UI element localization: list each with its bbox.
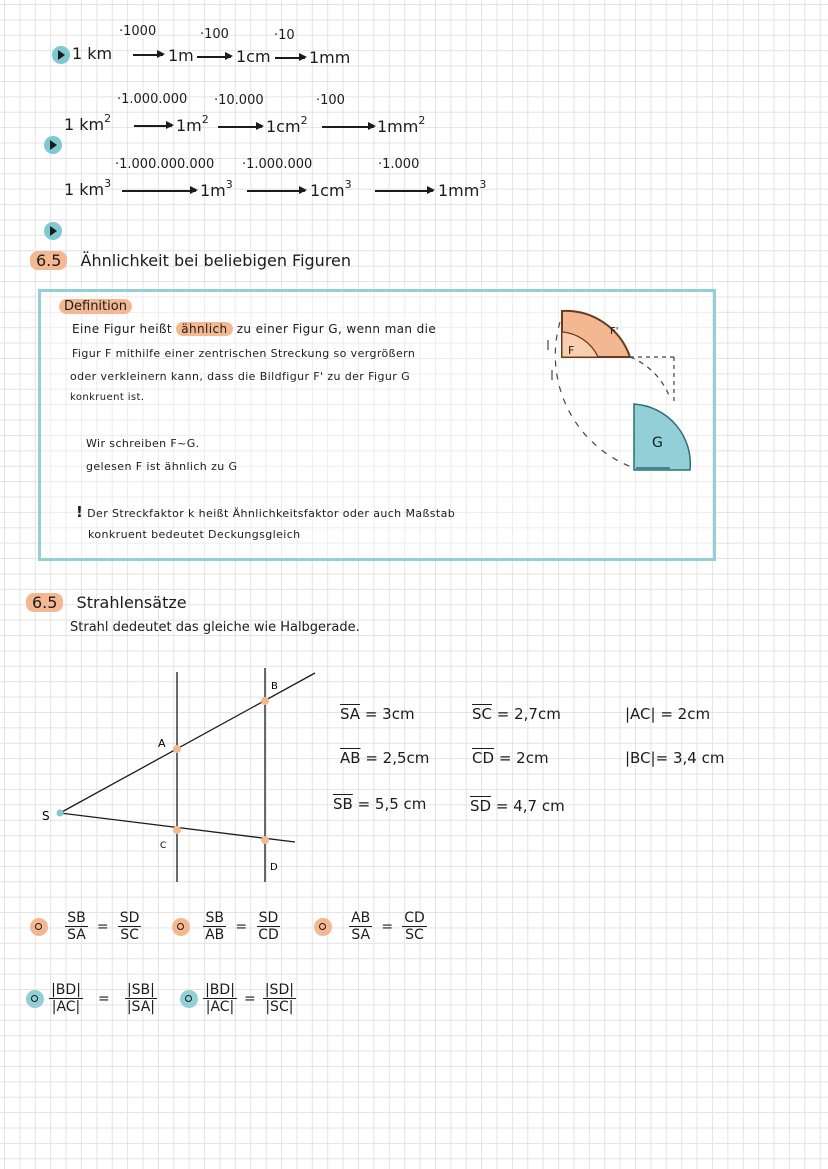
highlight-term: ähnlich xyxy=(176,322,232,336)
unit-label: $1mm^2$ xyxy=(377,114,426,136)
similarity-figure xyxy=(540,300,700,480)
unit-label: $1m^3$ xyxy=(200,178,233,200)
projection-line xyxy=(630,357,670,398)
arrow-right-icon xyxy=(122,190,196,192)
arrow-bullet-icon xyxy=(52,46,70,64)
measurement: $\overline{SB} = 5,5$ cm xyxy=(333,795,427,813)
ratio-formula: $\frac{|BD|}{|AC|}$ = $\frac{|SD|}{|SC|}$ xyxy=(180,982,296,1015)
arrow-right-icon xyxy=(322,126,374,128)
bullet-icon xyxy=(26,990,44,1008)
factor-label: ·100 xyxy=(316,93,345,108)
measurement: $\overline{SD} = 4,7$ cm xyxy=(470,797,565,815)
measurement: $\overline{CD} = 2cm$ xyxy=(472,749,549,767)
section-title: Strahlensätze xyxy=(76,593,187,612)
section-heading-intercept xyxy=(26,593,187,612)
notation-line: Wir schreiben F~G. xyxy=(86,437,200,450)
arrow-right-icon xyxy=(275,57,305,59)
arrow-right-icon xyxy=(133,54,163,56)
measurement: |BC|= 3,4 cm xyxy=(625,749,725,767)
factor-label: ·1.000.000 xyxy=(117,92,188,107)
intercept-theorem-diagram xyxy=(30,660,330,890)
bullet-icon xyxy=(180,990,198,1008)
arrow-right-icon xyxy=(197,56,231,58)
point-a xyxy=(173,745,181,753)
measurement: $\overline{SA} = 3cm$ xyxy=(340,705,415,723)
point-c xyxy=(173,826,181,834)
unit-label: 1 km xyxy=(72,44,113,63)
bullet-icon xyxy=(30,918,48,936)
unit-label: 1m xyxy=(168,46,194,65)
label-f: F xyxy=(568,344,575,357)
measurement: $\overline{AB} = 2,5cm$ xyxy=(340,749,430,767)
label-b: B xyxy=(271,681,278,692)
note-line: konkruent bedeutet Deckungsgleich xyxy=(88,528,301,541)
unit-label: $1cm^3$ xyxy=(310,178,352,200)
section-title: Ähnlichkeit bei beliebigen Figuren xyxy=(80,251,352,270)
label-f-prime: F' xyxy=(610,326,619,337)
definition-line: Eine Figur heißt ähnlich zu einer Figur G, wenn man die xyxy=(72,322,437,336)
label-d: D xyxy=(270,862,278,873)
point-d xyxy=(261,836,269,844)
bullet-icon xyxy=(314,918,332,936)
definition-line: oder verkleinern kann, dass die Bildfigur F' zu der Figur G xyxy=(70,370,411,383)
definition-tag: Definition xyxy=(59,299,132,314)
label-s: S xyxy=(42,809,50,823)
factor-label: ·1000 xyxy=(119,24,157,39)
label-g: G xyxy=(652,435,663,451)
notation-line: gelesen F ist ähnlich zu G xyxy=(86,460,238,473)
arrow-bullet-icon xyxy=(44,222,62,240)
arrow-right-icon xyxy=(218,126,262,128)
section-subtitle: Strahl dedeutet das gleiche wie Halbgerade. xyxy=(70,620,360,635)
conversion-length xyxy=(0,0,828,67)
measurement: |AC| = 2cm xyxy=(625,705,711,723)
factor-label: ·10.000 xyxy=(214,93,264,108)
factor-label: ·1.000.000 xyxy=(242,157,313,172)
section-heading-similarity xyxy=(30,251,351,270)
factor-label: ·1.000 xyxy=(378,157,420,172)
factor-label: ·1.000.000.000 xyxy=(115,157,215,172)
label-c: C xyxy=(160,841,167,851)
definition-line: Figur F mithilfe einer zentrischen Streckung so vergrößern xyxy=(72,347,416,360)
unit-label: 1 $km^2$ xyxy=(64,112,112,134)
point-b xyxy=(261,697,269,705)
point-s xyxy=(57,810,64,817)
bullet-icon xyxy=(172,918,190,936)
ratio-formula: $\frac{|BD|}{|AC|}$ = $\frac{|SB|}{|SA|}$ xyxy=(26,982,157,1015)
factor-label: ·10 xyxy=(274,28,295,43)
factor-label: ·100 xyxy=(200,27,229,42)
arrow-right-icon xyxy=(247,190,305,192)
unit-label: $1cm^2$ xyxy=(266,114,308,136)
exclamation-icon: ! xyxy=(76,503,84,521)
ratio-formula: $\frac{SB}{SA}$ = $\frac{SD}{SC}$ xyxy=(30,910,141,943)
measurement: $\overline{SC} = 2,7cm$ xyxy=(472,705,561,723)
ray-sb xyxy=(60,673,315,813)
ratio-formula: $\frac{AB}{SA}$ = $\frac{CD}{SC}$ xyxy=(314,910,427,943)
unit-label: $1mm^3$ xyxy=(438,178,487,200)
section-number: 6.5 xyxy=(30,251,67,270)
arrow-bullet-icon xyxy=(44,136,62,154)
unit-label: $1m^2$ xyxy=(176,113,209,135)
ratio-formula: $\frac{SB}{AB}$ = $\frac{SD}{CD}$ xyxy=(172,910,281,943)
note-line: ! Der Streckfaktor k heißt Ähnlichkeitsfaktor oder auch Maßstab xyxy=(76,503,456,521)
unit-label: 1mm xyxy=(309,48,351,67)
arrow-right-icon xyxy=(134,125,172,127)
label-a: A xyxy=(158,737,166,750)
unit-label: 1 $km^3$ xyxy=(64,177,112,199)
section-number: 6.5 xyxy=(26,593,63,612)
definition-line: konkruent ist. xyxy=(70,392,145,403)
arrow-right-icon xyxy=(375,190,433,192)
unit-label: 1cm xyxy=(236,47,271,66)
